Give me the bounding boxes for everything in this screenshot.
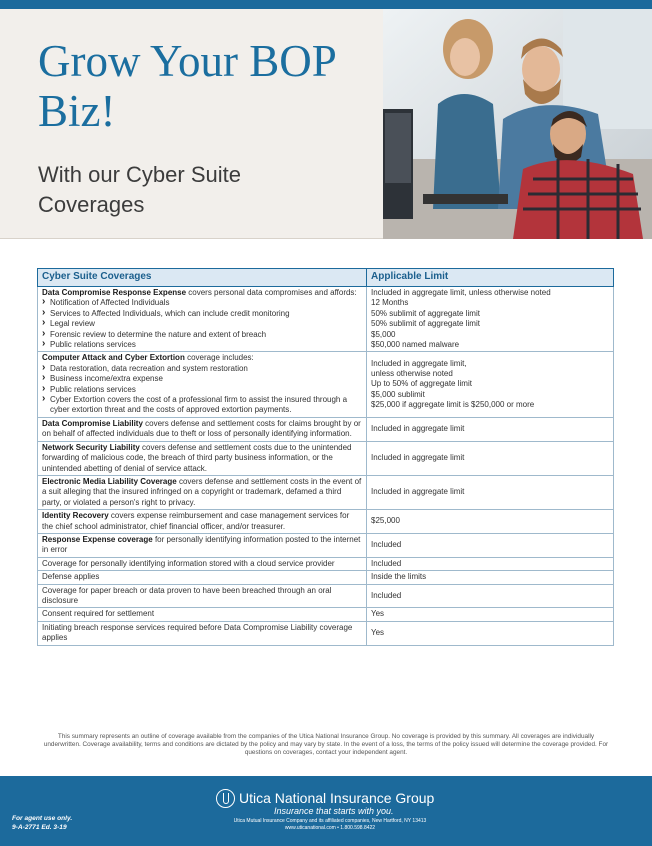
limit-value: Included <box>371 558 402 568</box>
coverage-name: Response Expense coverage <box>42 534 153 544</box>
brand-tagline: Insurance that starts with you. <box>274 806 394 816</box>
coverage-cell <box>38 475 367 509</box>
limit-value: $5,000 <box>371 329 396 339</box>
limit-value: Included in aggregate limit <box>371 487 465 497</box>
coverage-description: covers personal data compromises and affords: <box>186 288 357 297</box>
agent-note <box>12 814 72 832</box>
coverage-name: Computer Attack and Cyber Extortion <box>42 353 185 363</box>
coverage-bullet: › Legal review <box>42 319 362 329</box>
table-header-row <box>38 269 614 287</box>
coverage-description: covers defense and settlement costs for claims brought by or on behalf of affected individuals due to theft or loss of personally identifying information. <box>42 418 361 439</box>
limit-value: Included in aggregate limit, unless otherwise noted <box>371 288 551 297</box>
limit-cell <box>367 475 614 509</box>
coverage-name: Data Compromise Response Expense <box>42 288 187 297</box>
coverage-name: Electronic Media Liability Coverage <box>42 476 177 486</box>
table-row <box>38 533 614 557</box>
coverage-description: Coverage for personally identifying information stored with a cloud service provider <box>42 558 335 568</box>
limit-value: Up to 50% of aggregate limit <box>371 379 472 389</box>
coverage-description: covers defense and settlement costs due to the unintended forwarding of malicious code, the breach of third party business information, or the unintended abetting of denial of service attack. <box>42 442 352 473</box>
limit-value: unless otherwise noted <box>371 369 453 379</box>
coverage-cell <box>38 571 367 584</box>
form-number: 9-A-2771 Ed. 3-19 <box>12 824 67 831</box>
footer-bar <box>0 776 652 846</box>
table-row <box>38 571 614 584</box>
coverage-cell <box>38 608 367 621</box>
limit-cell <box>367 571 614 584</box>
coverage-cell <box>38 417 367 441</box>
coverage-description: for personally identifying information posted to the internet in error <box>42 534 361 555</box>
coverage-bullet: › Data restoration, data recreation and system restoration <box>42 364 362 374</box>
coverage-name: Network Security Liability <box>42 442 140 452</box>
coverage-cell <box>38 621 367 645</box>
brand-name: Utica National Insurance Group <box>239 790 435 806</box>
limit-cell <box>367 352 614 417</box>
limit-cell <box>367 557 614 570</box>
photo-illustration <box>383 9 652 239</box>
limit-cell <box>367 417 614 441</box>
limit-value: Inside the limits <box>371 572 427 582</box>
coverage-description: covers expense reimbursement and case management services for the chief school administrator, chief financial officer, and/or treasurer. <box>42 511 350 531</box>
limit-value: Yes <box>371 609 385 619</box>
limit-column-header: Applicable Limit <box>367 269 614 287</box>
limit-value: Included in aggregate limit <box>371 424 465 434</box>
limit-value: 12 Months <box>371 298 409 308</box>
table-row <box>38 621 614 645</box>
table-row <box>38 417 614 441</box>
limit-value: $25,000 <box>371 516 400 526</box>
limit-cell <box>367 287 614 352</box>
company-info-line: Utica Mutual Insurance Company and its affiliated companies, New Hartford, NY 13413 <box>233 818 427 824</box>
limit-value: $5,000 sublimit <box>371 389 425 399</box>
limit-value: Included in aggregate limit <box>371 453 465 463</box>
coverage-description: Coverage for paper breach or data proven to have been breached through an oral disclosure <box>42 585 332 605</box>
coverage-description: coverage includes: <box>184 353 254 363</box>
agent-use-text: For agent use only. <box>12 815 73 822</box>
coverage-cell <box>38 441 367 475</box>
limit-value: Included <box>371 540 402 550</box>
coverage-column-header: Cyber Suite Coverages <box>38 269 367 287</box>
coverage-cell <box>38 584 367 608</box>
disclaimer-text: This summary represents an outline of coverage available from the companies of the Utica National Insurance Group. No coverage is provided by this summary. All coverages are individually underwritten. Coverage availability, terms and conditions are dictated by the policy and may vary by state. In the event of a loss, the terms of the policy issued will determine the coverage provided. For questions on coverages, contact your independent agent. <box>43 733 609 756</box>
coverage-cell <box>38 510 367 534</box>
table-row <box>38 584 614 608</box>
limit-cell <box>367 441 614 475</box>
table-row <box>38 608 614 621</box>
coverage-cell <box>38 557 367 570</box>
table-row <box>38 441 614 475</box>
contact-line: www.uticanational.com • 1.800.598.8422 <box>284 825 376 831</box>
coverage-name: Identity Recovery <box>42 511 109 521</box>
coverage-description: Initiating breach response services required before Data Compromise Liability coverage applies <box>42 622 353 643</box>
top-accent-bar <box>0 0 652 9</box>
limit-cell <box>367 510 614 534</box>
table-row <box>38 287 614 352</box>
coverage-bullet: › Notification of Affected Individuals <box>42 298 362 308</box>
coverage-bullet: › Public relations services <box>42 340 362 350</box>
coverage-table <box>37 268 614 646</box>
limit-value: 50% sublimit of aggregate limit <box>371 319 480 329</box>
table-row <box>38 510 614 534</box>
utica-national-logo-icon <box>216 789 235 808</box>
coverage-bullet: › Cyber Extortion covers the cost of a professional firm to assist the insured through a cyber extortion threat and the costs of approved extortion payments. <box>42 395 362 416</box>
limit-value: Included <box>371 590 402 600</box>
table-row <box>38 352 614 417</box>
coverage-bullet-list <box>42 298 362 350</box>
coverage-cell <box>38 533 367 557</box>
limit-cell <box>367 621 614 645</box>
headline: Grow Your BOP Biz! <box>38 36 336 136</box>
limit-value: $50,000 named malware <box>371 340 460 350</box>
coverage-description: Consent required for settlement <box>42 609 155 619</box>
limit-cell <box>367 608 614 621</box>
coverage-name: Data Compromise Liability <box>42 418 143 428</box>
company-logo <box>216 788 456 846</box>
limit-cell <box>367 533 614 557</box>
coverage-bullet: › Business income/extra expense <box>42 374 362 384</box>
coverage-description: Defense applies <box>42 572 100 582</box>
limit-value: $25,000 if aggregate limit is $250,000 or more <box>371 400 535 410</box>
limit-value: Yes <box>371 627 385 637</box>
office-team-photo <box>383 9 652 239</box>
coverage-bullet-list <box>42 364 362 416</box>
company-address <box>216 818 444 832</box>
table-row <box>38 557 614 570</box>
limit-cell <box>367 584 614 608</box>
coverage-bullet: › Forensic review to determine the nature and extent of breach <box>42 330 362 340</box>
coverage-cell <box>38 287 367 352</box>
table-row <box>38 475 614 509</box>
coverage-bullet: › Public relations services <box>42 385 362 395</box>
limit-value: 50% sublimit of aggregate limit <box>371 308 480 318</box>
coverage-cell <box>38 352 367 417</box>
limit-value: Included in aggregate limit, <box>371 358 467 368</box>
coverage-description: covers defense and settlement costs in the event of a suit alleging that the insured infringed on a copyright or trademark, defamed a third party, or violated a person's right to privacy. <box>42 476 362 507</box>
subheadline: With our Cyber Suite Coverages <box>38 162 241 217</box>
coverage-bullet: › Services to Affected Individuals, which can include credit monitoring <box>42 309 362 319</box>
